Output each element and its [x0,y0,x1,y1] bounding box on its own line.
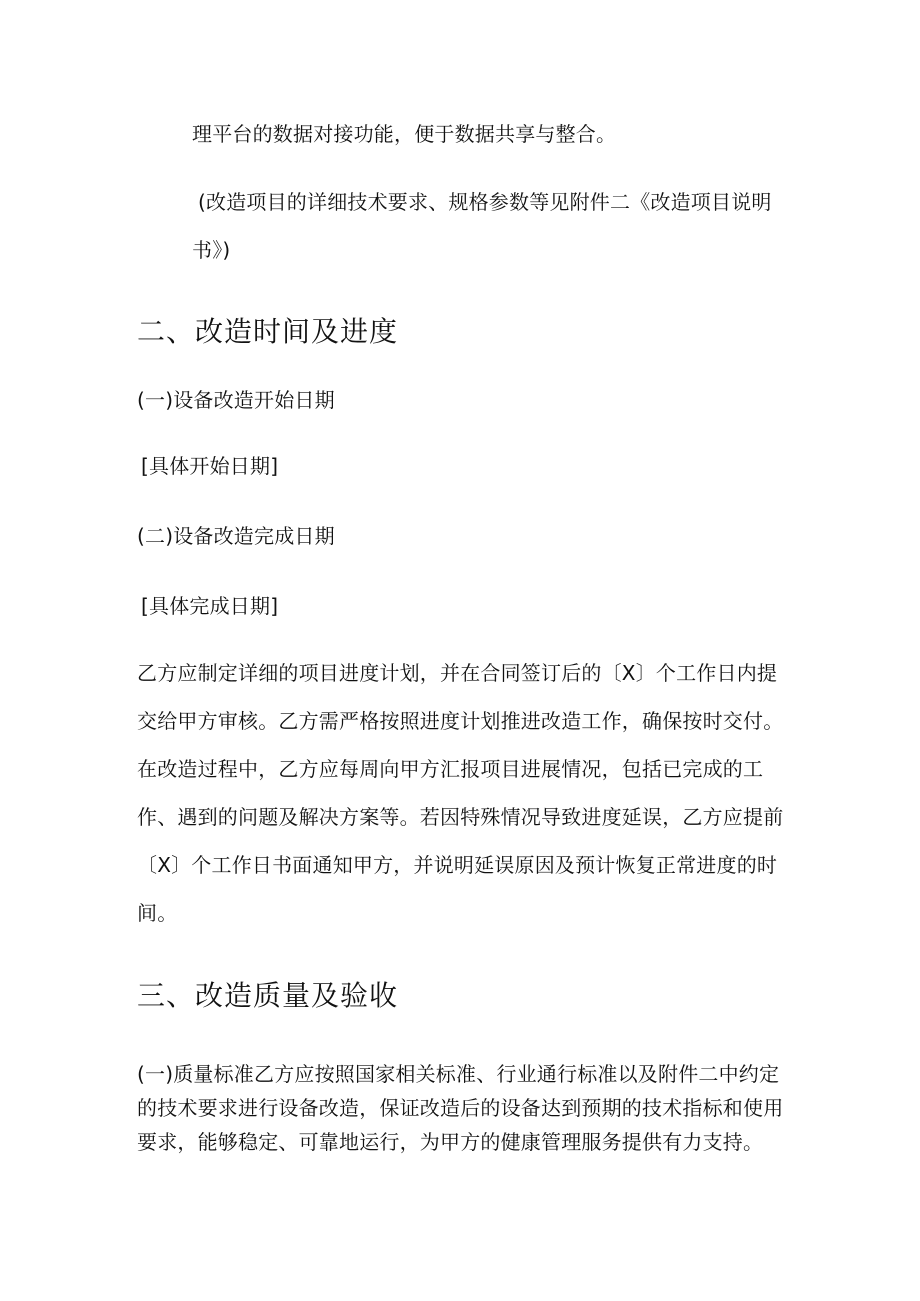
paragraph-line: 〔X〕个工作日书面通知甲方，并说明延误原因及预计恢复正常进度的时 [137,853,778,877]
note-line: (改造项目的详细技术要求、规格参数等见附件二《改造项目说明 [198,190,772,214]
paragraph-line: (一)质量标准乙方应按照国家相关标准、行业通行标准以及附件二中约定 [137,1062,780,1086]
paragraph-line: 要求，能够稳定、可靠地运行，为甲方的健康管理服务提供有力支持。 [137,1130,764,1154]
placeholder-value: [具体完成日期] [141,594,279,618]
paragraph-line: 交给甲方审核。乙方需严格按照进度计划推进改造工作，确保按时交付。 [137,709,784,733]
paragraph-line: 乙方应制定详细的项目进度计划，并在合同签订后的〔X〕个工作日内提 [137,661,778,685]
paragraph-line: 作、遇到的问题及解决方案等。若因特殊情况导致进度延误，乙方应提前 [137,805,784,829]
placeholder-value: [具体开始日期] [141,454,279,478]
note-line: 书》) [192,238,231,262]
subsection-title: (一)设备改造开始日期 [137,388,335,412]
subsection-title: (二)设备改造完成日期 [137,524,335,548]
paragraph-line: 在改造过程中，乙方应每周向甲方汇报项目进展情况，包括已完成的工 [137,757,764,781]
paragraph-line: 间。 [137,901,178,925]
paragraph-line: 的技术要求进行设备改造，保证改造后的设备达到预期的技术指标和使用 [137,1096,784,1120]
section-heading: 三、改造质量及验收 [137,979,399,1012]
paragraph-line: 理平台的数据对接功能，便于数据共享与整合。 [192,122,617,146]
section-heading: 二、改造时间及进度 [137,315,399,348]
